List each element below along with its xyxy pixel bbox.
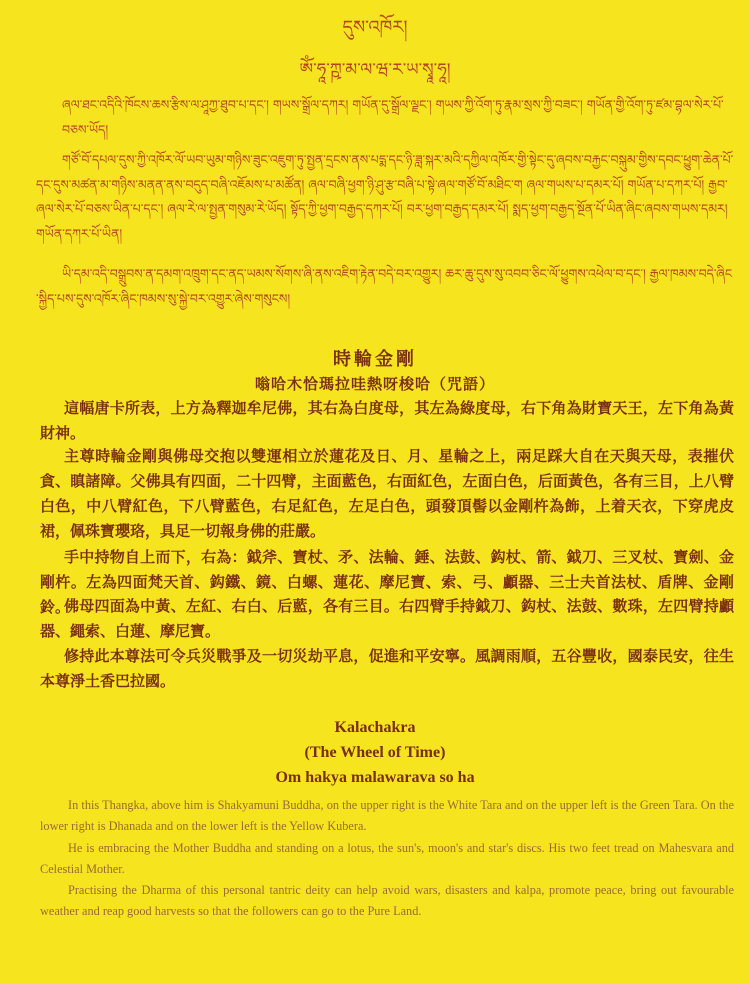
english-paragraph: In this Thangka, above him is Shakyamuni Buddha, on the upper right is the White Tara and on the upper left is the Green Tara. On the lower right is Dhanada and on the lower left is the Yellow Kubera. [40,798,734,833]
chinese-paragraph: 手中持物自上而下，右為：鉞斧、寶杖、矛、法輪、錘、法鼓、鈎杖、箭、鉞刀、三叉杖、寶劍、金剛杵。左為四面梵天首、鈎鐵、鏡、白螺、蓮花、摩尼寶、索、弓、顱器、三士夫首法杖、盾牌、金剛鈴。 [40,548,734,616]
chinese-paragraph: 這幅唐卡所表，上方為釋迦牟尼佛，其右為白度母，其左為綠度母，右下角為財寶天王，左下角為黃財神。 [40,399,734,442]
chinese-paragraph: 修持此本尊法可令兵災戰爭及一切災劫平息，促進和平安寧。風調雨順，五谷豐收，國泰民安，往生本尊淨土香巴拉國。 [40,647,734,690]
tibetan-paragraph: གཙོ་བོ་དཔལ་དུས་ཀྱི་འཁོར་ལོ་ཡབ་ཡུམ་གཉིས་ཟུང་འཇུག་ཏུ་སྤྱན་དྲངས་ནས་པདྨ་དང་ཉི་ཟླ་སྐར་མའི་དཀྱིལ་འཁོར་གྱི་སྟེང་དུ་ཞབས་བརྐྱང་བསྐུམ་གྱིས་དབང་ཕྱུག་ཆེན་པོ་དང་དུས་མཚན་མ་གཉིས་མནན་ནས་བདུད་བཞི་འཇོམས་པ་མཚོན། ཞལ་བཞི་ཕྱག་ཉི་ཤུ་རྩ་བཞི་པ་སྟེ་ཞལ་གཙོ་བོ་མཐིང་ག ཞལ་གཡས་པ་དམར་པོ། གཡོན་པ་དཀར་པོ། རྒྱབ་ཞལ་སེར་པོ་བཅས་ཡིན་པ་དང་། ཞལ་རེ་ལ་སྤྱན་གསུམ་རེ་ཡོད། སྟོད་ཀྱི་ཕྱག་བརྒྱད་དཀར་པོ། བར་ཕྱག་བརྒྱད་དམར་པོ། སྨད་ཕྱག་བརྒྱད་སྔོན་པོ་ཡིན་ཞིང་ཞབས་གཡས་དམར། གཡོན་དཀར་པོ་ཡིན། [36,152,734,241]
chinese-title: 時輪金剛 [333,349,417,370]
chinese-paragraph: 佛母四面為中黃、左紅、右白、后藍，各有三目。右四臂手持鉞刀、鈎杖、法鼓、數珠，左四臂持顱器、繩索、白蓮、摩尼寶。 [40,597,734,640]
english-title: Kalachakra [334,719,416,736]
tibetan-paragraph: ཡི་དམ་འདི་བསྒྲུབས་ན་དམག་འཁྲུག་དང་ནད་ཡམས་སོགས་ཞི་ནས་འཇིག་རྟེན་བདེ་བར་འགྱུར། ཆར་ཆུ་དུས་སུ་འབབ་ཅིང་ལོ་ཕྱུགས་འཕེལ་བ་དང་། རྒྱལ་ཁམས་བདེ་ཞིང་སྐྱིད་པས་དུས་འཁོར་ཞིང་ཁམས་སུ་སྐྱེ་བར་འགྱུར་ཞེས་གསུངས། [36,266,733,306]
english-paragraph: Practising the Dharma of this personal tantric deity can help avoid wars, disasters and kalpa, promote peace, bring out favourable weather and reap good harvests so that the followers can go to the Pure Land. [40,883,734,918]
english-mantra: Om hakya malawarava so ha [275,769,475,786]
tibetan-mantra: ཨོཾ་ཧཱ་ཀྵ་མ་ལ་ཝ་ར་ཡ་སྭཱ་ཧཱ། [299,60,451,80]
tibetan-title: དུས་འཁོར། [342,17,408,38]
chinese-subtitle: 嗡哈木恰瑪拉哇熱呀梭哈（咒語） [254,375,495,393]
english-paragraph: He is embracing the Mother Buddha and standing on a lotus, the sun's, moon's and star's discs. His two feet tread on Mahesvara and Celestial Mother. [40,841,734,876]
tibetan-paragraph: ཞལ་ཐང་འདིའི་ཁོངས་ཆས་རྩིས་ལ་ཤཱཀྱ་ཐུབ་པ་དང་། གཡས་སྒྲོལ་དཀར། གཡོན་དུ་སྒྲོལ་ལྗང་། གཡས་ཀྱི་འོག་ཏུ་རྣམ་སྲས་ཀྱི་བཟང་། གཡོན་གྱི་འོག་ཏུ་ཛམ་བྷལ་སེར་པོ་བཅས་ཡོད། [62,97,724,137]
english-subtitle: (The Wheel of Time) [304,744,446,761]
chinese-paragraph: 主尊時輪金剛與佛母交抱以雙運相立於蓮花及日、月、星輪之上，兩足踩大自在天與天母，表摧伏貪、瞋諸障。父佛具有四面，二十四臂，主面藍色，右面紅色，左面白色，后面黃色，各有三目，上八臂白色，中八臂紅色，下八臂藍色，右足紅色，左足白色，頭發頂髻以金剛杵為飾，上着天衣，下穿虎皮裙，佩珠寶瓔珞，具足一切報身佛的莊嚴。 [40,447,734,540]
